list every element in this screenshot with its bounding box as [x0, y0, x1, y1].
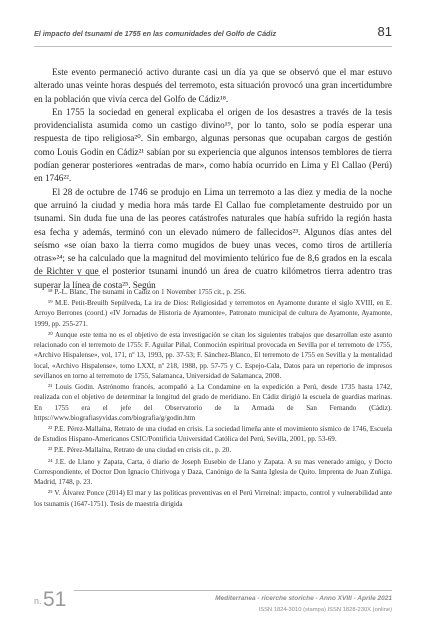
- body-paragraph: En 1755 la sociedad en general explicaba el origen de los desastres a través de la tesis providencialista asumida como un castigo divino¹⁹, por lo tanto, solo se podía esperar una respuesta de tipo religiosa²⁰. Sin embargo, algunas personas que ocupaban cargos de gestión como Louis Godin en Cádiz²¹ sabían por su experiencia que algunos intensos temblores de tierra podían generar posteriores «entradas de mar», como había ocurrido en Lima y El Callao (Perú) en 1746²².: [34, 106, 392, 184]
- footnote: ²² P.E. Pérez-Mallaína, Retrato de una ciudad en crisis. La sociedad limeña ante el movimiento sísmico de 1746, Escuela de Estudios Hispano-Americanos CSIC/Pontificia Universidad Católica del Perú, Sevilla, 2001, pp. 53-69.: [34, 425, 392, 444]
- footnote: ²⁰ Aunque este tema no es el objetivo de esta investigación se citan los siguientes trabajos que desarrollan este asunto relacionado con el terremoto de 1755: F. Aguilar Piñal, Conmoción espiritual provocada en Sevilla por el terremoto de 1755, «Archivo Hispalense», vol, 171, nº 13, 1993, pp. 37-53; F. Sánchez-Blanco, El terremoto de 1755 en Sevilla y la mentalidad local, «Archivo Hispalense», tomo LXXI, nº 218, 1988, pp. 57-75 y C. Espejo-Cala, Datos para un repertorio de impresos sevillanos en torno al terremoto de 1755, Salamanca, Universidad de Salamanca, 2008.: [34, 330, 392, 380]
- footnote: ¹⁸ P.-L. Blanc, The tsunami in Cadiz on 1 November 1755 cit., p. 256.: [48, 288, 246, 296]
- issn-line: ISSN 1824-3010 (stampa) ISSN 1828-230X (online): [258, 607, 392, 613]
- issue-number: 51: [43, 588, 67, 611]
- page-footer: [34, 584, 392, 618]
- footnote: ²¹ Louis Godin. Astrónomo francés, acompañó a La Condamine en la expedición a Perú, desde 1735 hasta 1742, realizada con el objetivo de determinar la longitud del grado de meridiano. En Cádiz dirigió la escuela de guardias marinas. En 1755 era el jefe del Observatorio de la Armada de San Fernando (Cádiz). https://www.biografiasyvidas.com/biografia/g/godin.htm: [34, 383, 392, 422]
- footnotes: [34, 287, 392, 510]
- footnote: ²⁵ V. Álvarez Ponce (2014) El mar y las políticas preventivas en el Perú Virreinal: impacto, control y vulnerabilidad ante los tsunamis (1647-1751). Tesis de maestría dirigida: [34, 489, 392, 508]
- footnote: ²³ P.E. Pérez-Mallaína, Retrato de una ciudad en crisis cit., p. 20.: [48, 446, 232, 455]
- footnote: ²⁴ J.E. de Llano y Zapata, Carta, ó diario de Joseph Eusebio de Llano y Zapata. A su mas venerado amigo, y Docto Correspondiente, el Doctor Don Ignacio Chirivoga y Daza, Canónigo de la Santa Iglesia de Quito. Imprenta de Juan Zuñiga. Madrid, 1748, p. 23.: [34, 457, 392, 487]
- page-number: 81: [377, 24, 392, 39]
- page-header: [34, 24, 392, 47]
- journal-name: Mediterranea - ricerche storiche - Anno XVIII - Aprile 2021: [215, 595, 392, 602]
- body-paragraph: Este evento permaneció activo durante casi un día ya que se observó que el mar estuvo alterado unas veinte horas después del terremoto, esta situación provocó una gran incertidumbre en la población que vivía cerca del Golfo de Cádiz¹⁸.: [34, 67, 392, 104]
- footer-rule: [74, 590, 392, 591]
- footnote-separator: [34, 275, 100, 276]
- issue-prefix: n.: [34, 596, 42, 606]
- footnote: ¹⁹ M.E. Petit-Breuilh Sepúlveda, La ira de Dios: Religiosidad y terremotos en Ayamonte durante el siglo XVIII, en E. Arroyo Berrones (coord.) «IV Jornadas de Historia de Ayamonte», Patronato municipal de cultura de Ayamonte, Ayamonte, 1999, pp. 255-271.: [34, 299, 392, 328]
- running-title: El impacto del tsunami de 1755 en las comunidades del Golfo de Cádiz: [34, 29, 277, 38]
- body-text: [34, 66, 392, 292]
- body-paragraph: El 28 de octubre de 1746 se produjo en Lima un terremoto a las diez y media de la noche que arruinó la ciudad y media hora más tarde El Callao fue completamente destruido por un tsunami. Sin duda fue una de las peores catástrofes naturales que había sufrido la región hasta esa fecha y además, terminó con un elevado número de fallecidos²³. Algunos días antes del seísmo «se oían baxo la tierra como mugidos de buey unas veces, como tiros de artillería otras»²⁴; se ha calculado que la magnitud del movimiento telúrico fue de 8,6 grados en la escala de Richter y que el posterior tsunami inundó un área de cuatro kilómetros tierra adentro tras superar la línea de costa²⁵. Según: [34, 186, 392, 290]
